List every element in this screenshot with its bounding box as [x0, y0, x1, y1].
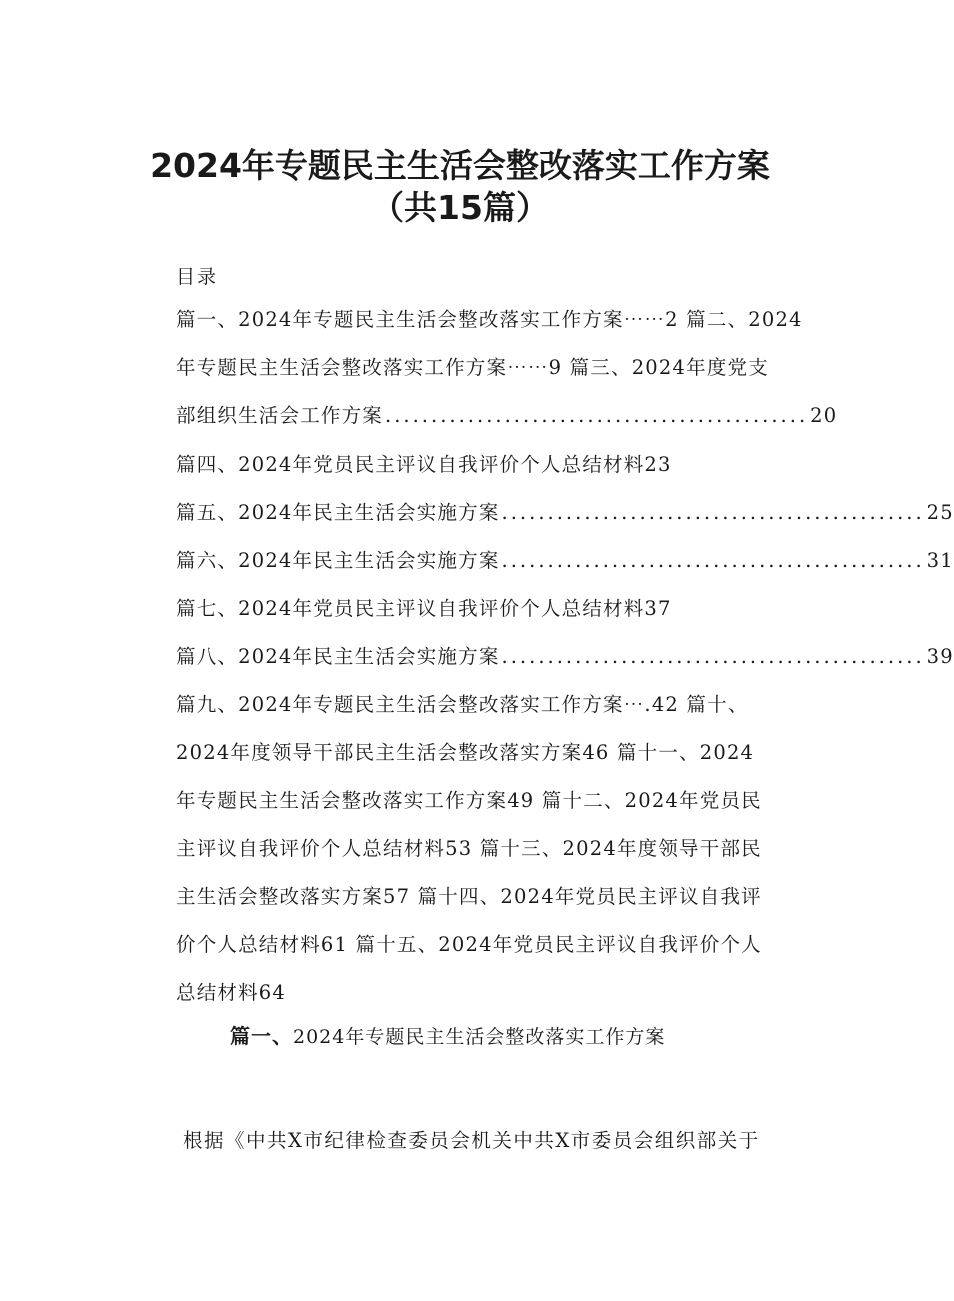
document-title: 2024年专题民主生活会整改落实工作方案 — [150, 146, 770, 185]
toc-entry — [176, 499, 954, 527]
document-subtitle: （共15篇） — [371, 188, 549, 227]
toc-leader-dots: .............................................. — [501, 549, 925, 572]
toc-line: 篇四、2024年党员民主评议自我评价个人总结材料23 — [176, 453, 672, 476]
toc-line: 总结材料64 — [176, 981, 287, 1004]
toc-page-number: 39 — [926, 645, 954, 668]
toc-entry-title: 部组织生活会工作方案 — [176, 404, 384, 427]
toc-entry-title: 篇五、2024年民主生活会实施方案 — [176, 501, 500, 524]
toc-entry — [176, 547, 954, 575]
toc-page-number: 20 — [810, 404, 838, 427]
toc-line: 篇九、2024年专题民主生活会整改落实工作方案⋯.42 篇十、 — [176, 693, 749, 716]
toc-leader-dots: .............................................. — [501, 501, 925, 524]
body-paragraph-first-line: 根据《中共X市纪律检查委员会机关中共X市委员会组织部关于 — [183, 1129, 760, 1152]
toc-page-number: 31 — [926, 549, 954, 572]
toc-line: 2024年度领导干部民主生活会整改落实方案46 篇十一、2024 — [176, 741, 755, 764]
toc-line: 主生活会整改落实方案57 篇十四、2024年党员民主评议自我评 — [176, 885, 762, 908]
section-heading — [230, 1020, 665, 1049]
toc-line: 篇七、2024年党员民主评议自我评价个人总结材料37 — [176, 597, 672, 620]
toc-entry — [176, 402, 838, 430]
toc-line: 主评议自我评价个人总结材料53 篇十三、2024年度领导干部民 — [176, 837, 762, 860]
toc-entry-title: 篇八、2024年民主生活会实施方案 — [176, 645, 500, 668]
toc-leader-dots: .............................................. — [385, 404, 809, 427]
section-lead: 篇一、 — [230, 1024, 293, 1048]
toc-page-number: 25 — [926, 501, 954, 524]
toc-line: 篇一、2024年专题民主生活会整改落实工作方案⋯⋯2 篇二、2024 — [176, 308, 803, 331]
toc-line: 年专题民主生活会整改落实工作方案⋯⋯9 篇三、2024年度党支 — [176, 356, 769, 379]
toc-entry-title: 篇六、2024年民主生活会实施方案 — [176, 549, 500, 572]
toc-heading: 目录 — [176, 266, 219, 288]
toc-line: 价个人总结材料61 篇十五、2024年党员民主评议自我评价个人 — [176, 933, 762, 956]
toc-entry — [176, 643, 954, 671]
section-title: 2024年专题民主生活会整改落实工作方案 — [293, 1026, 666, 1048]
toc-leader-dots: .............................................. — [501, 645, 925, 668]
toc-line: 年专题民主生活会整改落实工作方案49 篇十二、2024年党员民 — [176, 789, 762, 812]
